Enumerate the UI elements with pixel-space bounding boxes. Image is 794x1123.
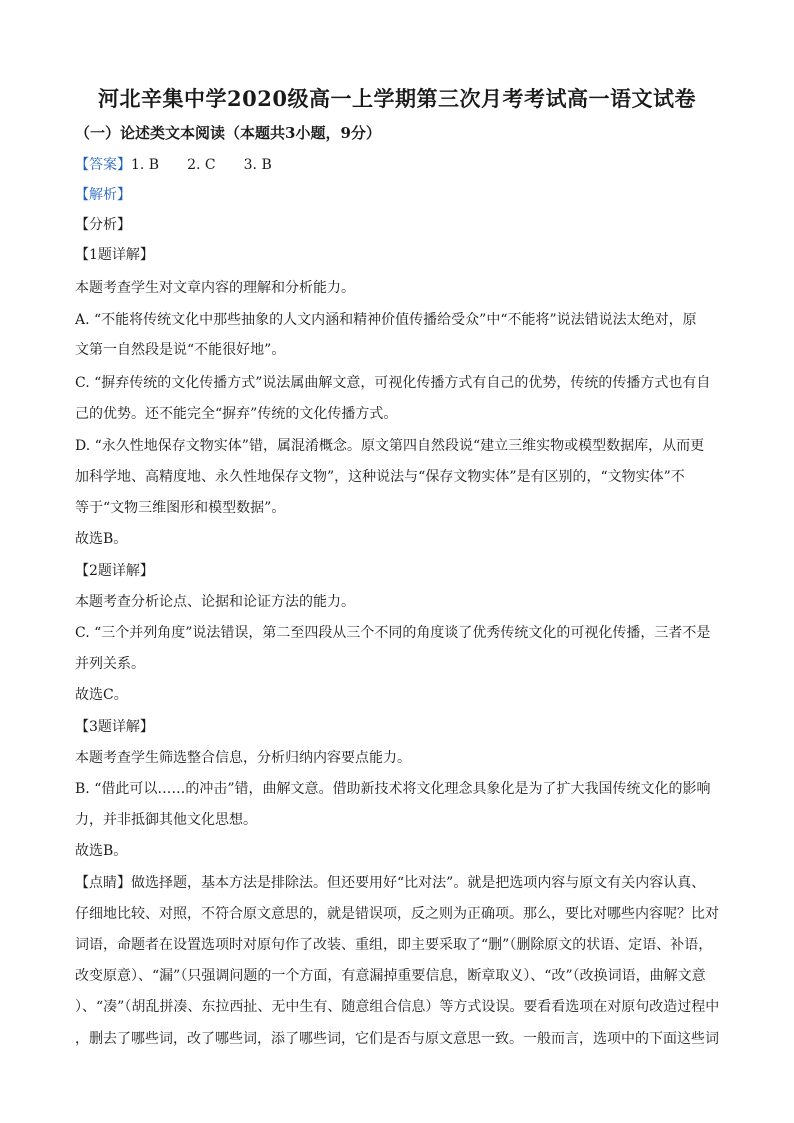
text-line: 仔细地比较、对照，不符合原文意思的，就是错误项，反之则为正确项。那么，要比对哪些内容呢？比对 xyxy=(75,906,719,922)
text-line: 文第一自然段是说“不能很好地”。 xyxy=(75,342,286,358)
document-title: 河北辛集中学2020级高一上学期第三次月考考试高一语文试卷 xyxy=(98,86,696,111)
text-line: 【分析】 xyxy=(75,217,131,233)
text-line: 己的优势。还不能完全“摒弃”传统的文化传播方式。 xyxy=(75,406,398,422)
text-line: A. “不能将传统文化中那些抽象的人文内涵和精神价值传播给受众”中“不能将”说法错说法太绝对，原 xyxy=(75,312,697,328)
answer-line xyxy=(75,154,725,176)
text-line: 【1题详解】 xyxy=(75,247,154,263)
text-line: 改变原意）、“漏”（只强调问题的一个方面，有意漏掉重要信息，断章取义）、“改”（改换词语，曲解文意 xyxy=(75,968,706,984)
text-line: 【2题详解】 xyxy=(75,563,154,579)
analysis-tag: 【解析】 xyxy=(75,187,131,203)
text-line: 本题考查学生筛选整合信息，分析归纳内容要点能力。 xyxy=(75,750,411,766)
answer-tag: 【答案】 xyxy=(75,157,131,173)
section-heading: （一）论述类文本阅读（本题共3小题，9分） xyxy=(75,124,381,142)
text-line: 故选C。 xyxy=(75,687,128,703)
answer-3: 3. B xyxy=(243,157,272,173)
text-line: 【3题详解】 xyxy=(75,719,154,735)
text-line: 故选B。 xyxy=(75,843,128,859)
text-line: 本题考查分析论点、论据和论证方法的能力。 xyxy=(75,594,355,610)
answer-1: 1. B xyxy=(131,157,160,173)
text-line: D. “永久性地保存文物实体”错，属混淆概念。原文第四自然段说“建立三维实物或模型数据库，从而更 xyxy=(75,438,705,454)
text-line: C. “三个并列角度”说法错误，第二至四段从三个不同的角度谈了优秀传统文化的可视化传播，三者不是 xyxy=(75,625,711,641)
answer-2: 2. C xyxy=(187,157,216,173)
text-line: 故选B。 xyxy=(75,531,128,547)
text-line: 等于“文物三维图形和模型数据”。 xyxy=(75,500,286,516)
text-line: 词语，命题者在设置选项时对原句作了改装、重组，即主要采取了“删”（删除原文的状语、定语、补语， xyxy=(75,937,713,953)
text-line: 并列关系。 xyxy=(75,656,145,672)
text-line: ，删去了哪些词，改了哪些词，添了哪些词，它们是否与原文意思一致。一般而言，选项中的下面这些词 xyxy=(75,1031,719,1047)
text-line: 本题考查学生对文章内容的理解和分析能力。 xyxy=(75,280,355,296)
text-line: C. “摒弃传统的文化传播方式”说法属曲解文意，可视化传播方式有自己的优势，传统的传播方式也有自 xyxy=(75,375,711,391)
text-line: 加科学地、高精度地、永久性地保存文物”，这种说法与“保存文物实体”是有区别的，“文物实体”不 xyxy=(75,469,685,485)
text-line: 力，并非抵御其他文化思想。 xyxy=(75,812,257,828)
text-line: B. “借此可以……的冲击”错，曲解文意。借助新技术将文化理念具象化是为了扩大我国传统文化的影响 xyxy=(75,781,711,797)
text-line: ）、“凑”（胡乱拼凑、东拉西扯、无中生有、随意组合信息）等方式设误。要看看选项在对原句改造过程中 xyxy=(75,999,720,1015)
text-line: 【点睛】做选择题，基本方法是排除法。但还要用好“比对法”。就是把选项内容与原文有关内容认真、 xyxy=(75,875,706,891)
